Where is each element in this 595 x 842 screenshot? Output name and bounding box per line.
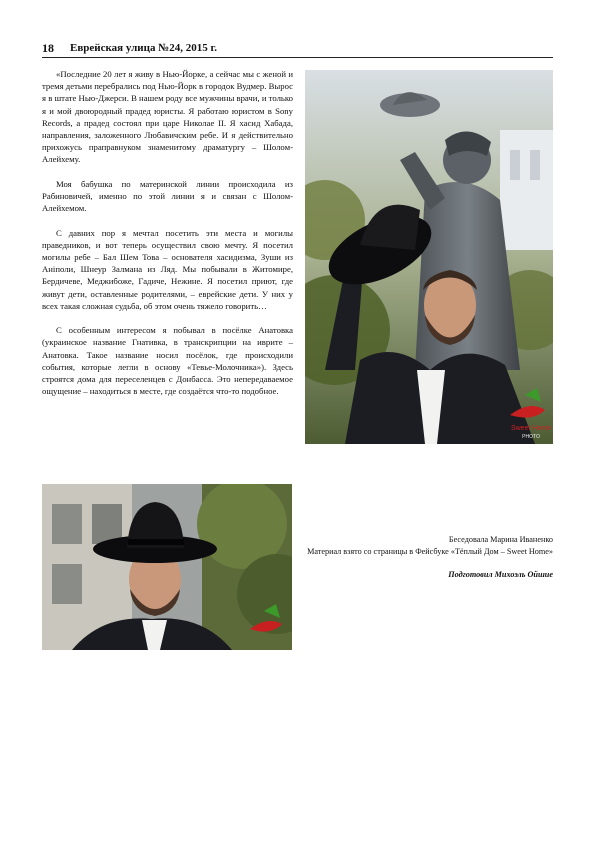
paragraph: Моя бабушка по материнской линии происходила из Рабиновичей, именно по этой линии я и связан с Шолом-Алейхемом. bbox=[42, 178, 293, 214]
watermark-sub: PHOTO bbox=[522, 434, 540, 440]
photo-man-in-hat bbox=[42, 484, 292, 650]
article-credits bbox=[305, 534, 553, 581]
paragraph: С давних пор я мечтал посетить эти места и могилы праведников, и вот теперь осуществил свою мечту. Я посетил могилы ребе – Бал Шем Това – основателя хасидизма, Зуши из Анiполи, Шнеур Залмана из Ляд. Мы побывали в Житомире, Бердичеве, Меджибоже, Гадиче, Нежине. Я посетил приют, где живут дети, оставленные родителями, – еврейские дети. У них у всех такая сложная судьба, об этом очень тяжело говорить… bbox=[42, 227, 293, 311]
page-header bbox=[42, 41, 553, 58]
paragraph: «Последние 20 лет я живу в Нью-Йорке, а сейчас мы с женой и тремя детьми перебрались под Нью-Йорк в городок Вудмер. Вырос я в штате Нью-Джерси. В нашем роду все мужчины врачи, и только я и мой двоюродный прадед юристы. Я работаю юристом в Sony Records, а прадед состоял при царе Николае II. Я хасид Хабада, направления, заложенного Любавичским ребе. И я действительно прихожусь праправнуком знаменитому драматургу – Шолом-Алейхему. bbox=[42, 69, 293, 165]
watermark-text: Sweet Home bbox=[510, 425, 552, 432]
interviewer-credit: Беседовала Марина Иваненко bbox=[448, 535, 553, 544]
prepared-by-credit: Подготовил Михоэль Ойшие bbox=[448, 570, 553, 579]
source-credit: Материал взято со страницы в Фейсбуке «Тёплый Дом – Sweet Home» bbox=[307, 546, 553, 556]
page-number: 18 bbox=[42, 41, 54, 55]
publication-title: Еврейская улица №24, 2015 г. bbox=[70, 42, 218, 54]
paragraph: С особенным интересом я побывал в посёлке Анатовка (украинское название Гнативка, в транскрипции на иврите – Анатовка. Такое название носил посёлок, где происходили события, которые легли в основу «Тевье-Молочника»). Здесь строятся дома для переселенцев с Донбасса. Это непередаваемое ощущение – находиться в месте, где создаётся что-то подобное. bbox=[42, 325, 293, 397]
article-text bbox=[42, 68, 293, 410]
photo-man-with-statue bbox=[305, 70, 553, 444]
